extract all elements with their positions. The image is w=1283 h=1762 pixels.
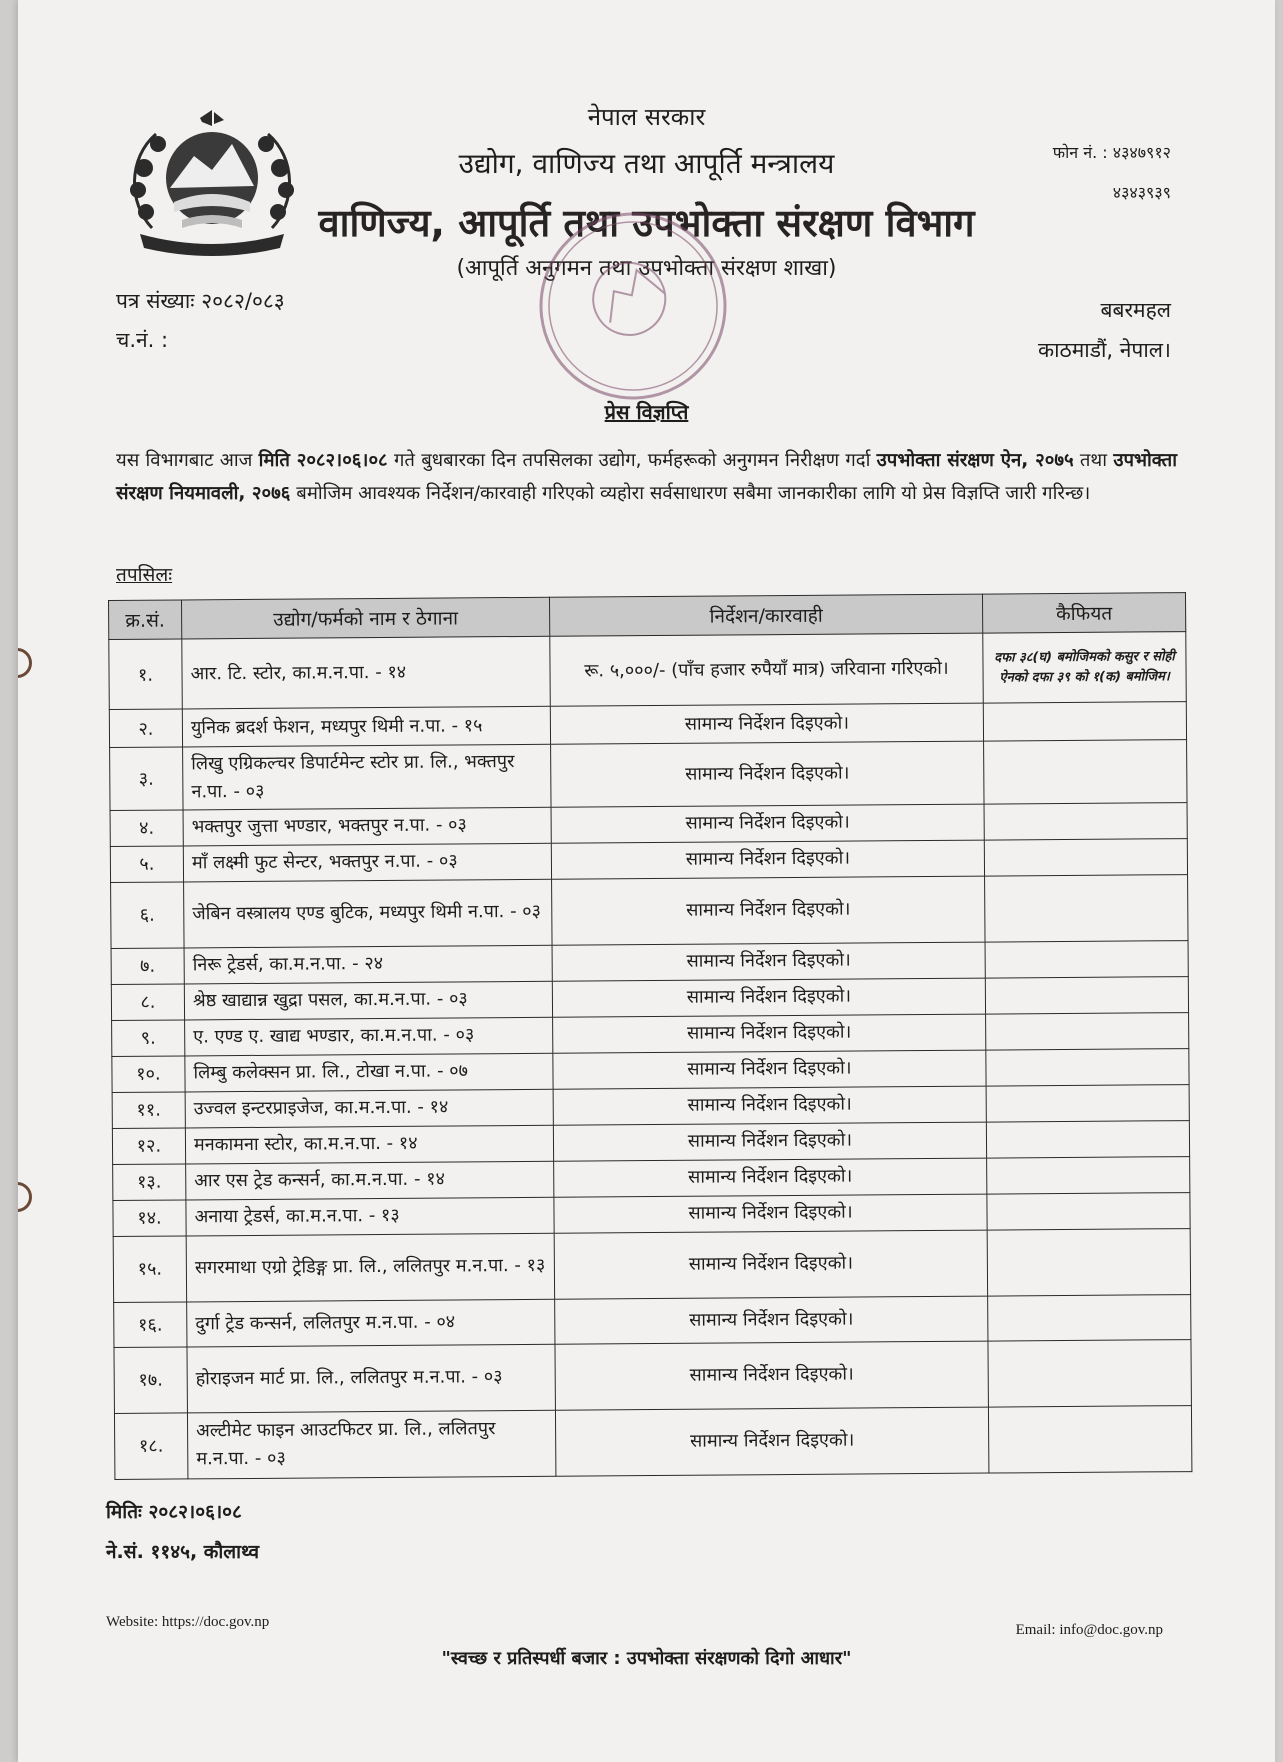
row-action: सामान्य निर्देशन दिइएको।	[551, 741, 984, 807]
dispatch-number: च.नं. :	[116, 328, 169, 352]
row-remark	[984, 740, 1187, 804]
issue-date: मितिः २०८२।०६।०८	[106, 1501, 242, 1523]
row-firm-name: माँ लक्ष्मी फुट सेन्टर, भक्तपुर न.पा. - ०३	[183, 843, 551, 882]
phone-number-1: फोन नं. : ४३४७९१२	[1052, 143, 1171, 162]
row-action: सामान्य निर्देशन दिइएको।	[554, 1158, 987, 1197]
binder-ring	[18, 1182, 32, 1212]
act-reference: उपभोक्ता संरक्षण ऐन, २०७५	[876, 450, 1074, 471]
row-remark	[985, 874, 1188, 941]
table-row	[114, 1406, 1191, 1480]
row-remark	[987, 1192, 1190, 1230]
row-remark	[984, 802, 1187, 840]
row-remark	[983, 702, 1186, 742]
phone-number-2: ४३४३९३९	[1112, 183, 1171, 202]
department-name: वाणिज्य, आपूर्ति तथा उपभोक्ता संरक्षण विभाग	[318, 201, 975, 245]
letter-number: पत्र संख्याः २०८२/०८३	[116, 289, 285, 313]
nepal-sambat-date: ने.सं. ११४५, कौलाथ्व	[106, 1541, 260, 1563]
row-serial-number: ४.	[110, 810, 183, 847]
row-action: सामान्य निर्देशन दिइएको।	[555, 1341, 988, 1410]
row-serial-number: ११.	[112, 1092, 185, 1129]
row-remark	[987, 1228, 1190, 1295]
row-firm-name: लिखु एग्रिकल्चर डिपार्टमेन्ट स्टोर प्रा. लि., भक्तपुर न.पा. - ०३	[183, 744, 551, 809]
row-firm-name: मनकामना स्टोर, का.म.न.पा. - १४	[185, 1125, 553, 1164]
intro-text: बमोजिम आवश्यक निर्देशन/कारवाही गरिएको व्यहोरा सर्वसाधारण सबैमा जानकारीका लागि यो प्रेस विज्ञप्ति जारी गरिन्छ।	[290, 483, 1091, 504]
row-action: सामान्य निर्देशन दिइएको।	[552, 942, 985, 981]
column-header-action: निर्देशन/कारवाही	[549, 594, 982, 636]
table-row	[114, 1294, 1191, 1347]
row-remark	[986, 1084, 1189, 1122]
row-firm-name: होराइजन मार्ट प्रा. लि., ललितपुर म.न.पा. - ०३	[187, 1344, 555, 1413]
row-serial-number: १४.	[113, 1200, 186, 1237]
intro-text: तथा	[1073, 450, 1114, 471]
press-release-title: प्रेस विज्ञप्ति	[604, 400, 689, 424]
section-name: (आपूर्ति अनुगमन तथा उपभोक्ता संरक्षण शाखा)	[456, 256, 837, 281]
table-body	[109, 632, 1192, 1480]
row-action: रू. ५,०००/- (पाँच हजार रुपैयाँ मात्र) जरिवाना गरिएको।	[550, 633, 984, 706]
column-header-firm: उद्योग/फर्मको नाम र ठेगाना	[182, 597, 550, 639]
row-serial-number: १३.	[113, 1164, 186, 1201]
table-row	[110, 740, 1187, 811]
press-release-body	[116, 444, 1177, 510]
row-firm-name: श्रेष्ठ खाद्यान्न खुद्रा पसल, का.म.न.पा. - ०३	[184, 981, 552, 1020]
row-remark	[985, 940, 1188, 978]
row-firm-name: ए. एण्ड ए. खाद्य भण्डार, का.म.न.पा. - ०३	[185, 1017, 553, 1056]
row-firm-name: युनिक ब्रदर्श फेशन, मध्यपुर थिमी न.पा. - १५	[182, 706, 550, 747]
table-row	[114, 1340, 1191, 1414]
row-action: सामान्य निर्देशन दिइएको।	[553, 1014, 986, 1053]
row-firm-name: लिम्बु कलेक्सन प्रा. लि., टोखा न.पा. - ०७	[185, 1053, 553, 1092]
row-serial-number: ७.	[111, 948, 184, 985]
email-text: Email: info@doc.gov.np	[1015, 1622, 1163, 1638]
row-action: सामान्य निर्देशन दिइएको।	[555, 1407, 988, 1476]
row-firm-name: अल्टीमेट फाइन आउटफिटर प्रा. लि., ललितपुर म.न.पा. - ०३	[187, 1410, 555, 1479]
intro-text: गते बुधबारका दिन तपसिलका उद्योग, फर्महरूको अनुगमन निरीक्षण गर्दा	[387, 450, 877, 471]
row-action: सामान्य निर्देशन दिइएको।	[554, 1194, 987, 1233]
row-action: सामान्य निर्देशन दिइएको।	[554, 1230, 987, 1299]
row-remark	[987, 1156, 1190, 1194]
inspection-table	[108, 592, 1191, 1480]
office-seal-stamp	[533, 206, 733, 406]
row-serial-number: १८.	[114, 1413, 187, 1480]
row-action: सामान्य निर्देशन दिइएको।	[553, 1122, 986, 1161]
row-serial-number: ५.	[110, 846, 183, 883]
column-header-sn: क्र.सं.	[109, 600, 182, 640]
department-motto: "स्वच्छ र प्रतिस्पर्धी बजार : उपभोक्ता संरक्षणको दिगो आधार"	[441, 1648, 852, 1669]
rule-reference: उपभोक्ता संरक्षण नियमावली, २०७६	[116, 450, 1178, 504]
row-remark	[985, 976, 1188, 1014]
row-serial-number: १२.	[112, 1128, 185, 1165]
row-remark	[988, 1294, 1191, 1341]
row-action: सामान्य निर्देशन दिइएको।	[551, 840, 984, 879]
row-serial-number: १७.	[114, 1347, 187, 1413]
row-serial-number: ६.	[111, 882, 184, 948]
row-serial-number: १.	[109, 639, 183, 710]
row-action: सामान्य निर्देशन दिइएको।	[553, 1050, 986, 1089]
table-row	[113, 1228, 1190, 1302]
row-action: सामान्य निर्देशन दिइएको।	[555, 1296, 988, 1344]
row-firm-name: अनाया ट्रेडर्स, का.म.न.पा. - १३	[186, 1197, 554, 1236]
binder-ring	[18, 648, 32, 678]
website-text: Website: https://doc.gov.np	[106, 1614, 270, 1630]
row-action: सामान्य निर्देशन दिइएको।	[552, 876, 985, 945]
address-line-1: बबरमहल	[1100, 298, 1171, 322]
ministry-name: उद्योग, वाणिज्य तथा आपूर्ति मन्त्रालय	[458, 147, 835, 180]
row-remark	[988, 1406, 1191, 1474]
table-row	[111, 874, 1188, 948]
row-firm-name: उज्वल इन्टरप्राइजेज, का.म.न.पा. - १४	[185, 1089, 553, 1128]
row-firm-name: भक्तपुर जुत्ता भण्डार, भक्तपुर न.पा. - ०३	[183, 807, 551, 846]
row-remark	[984, 838, 1187, 876]
row-serial-number: ३.	[110, 747, 183, 810]
row-serial-number: १०.	[112, 1056, 185, 1093]
row-firm-name: आर. टि. स्टोर, का.म.न.पा. - १४	[182, 636, 551, 709]
column-header-remarks: कैफियत	[982, 593, 1185, 633]
row-action: सामान्य निर्देशन दिइएको।	[552, 978, 985, 1017]
row-firm-name: निरू ट्रेडर्स, का.म.न.पा. - २४	[184, 945, 552, 984]
row-action: सामान्य निर्देशन दिइएको।	[551, 804, 984, 843]
row-firm-name: जेबिन वस्त्रालय एण्ड बुटिक, मध्यपुर थिमी न.पा. - ०३	[184, 879, 552, 948]
table-row	[109, 632, 1186, 710]
row-remark	[986, 1048, 1189, 1086]
address-line-2: काठमाडौं, नेपाल।	[1037, 338, 1171, 362]
row-action: सामान्य निर्देशन दिइएको।	[550, 703, 983, 744]
row-firm-name: सगरमाथा एग्रो ट्रेडिङ्ग प्रा. लि., ललितपुर म.न.पा. - १३	[186, 1233, 554, 1302]
row-remark: दफा ३८(घ) बमोजिमको कसुर र सोही ऐनको दफा ३९ को १(क) बमोजिम।	[983, 632, 1187, 703]
row-serial-number: १६.	[114, 1302, 187, 1348]
details-heading: तपसिलः	[116, 564, 173, 586]
row-serial-number: २.	[109, 709, 182, 748]
row-remark	[986, 1012, 1189, 1050]
document-page	[18, 0, 1275, 1762]
row-action: सामान्य निर्देशन दिइएको।	[553, 1086, 986, 1125]
inspection-date: मिति २०८२।०६।०८	[258, 450, 388, 471]
row-remark	[986, 1120, 1189, 1158]
row-serial-number: ८.	[111, 984, 184, 1021]
row-firm-name: दुर्गा ट्रेड कन्सर्न, ललितपुर म.न.पा. - ०४	[187, 1299, 555, 1347]
row-firm-name: आर एस ट्रेड कन्सर्न, का.म.न.पा. - १४	[186, 1161, 554, 1200]
row-remark	[988, 1340, 1191, 1407]
row-serial-number: ९.	[112, 1020, 185, 1057]
row-serial-number: १५.	[113, 1236, 186, 1302]
government-name: नेपाल सरकार	[587, 103, 706, 131]
intro-text: यस विभागबाट आज	[116, 450, 259, 471]
